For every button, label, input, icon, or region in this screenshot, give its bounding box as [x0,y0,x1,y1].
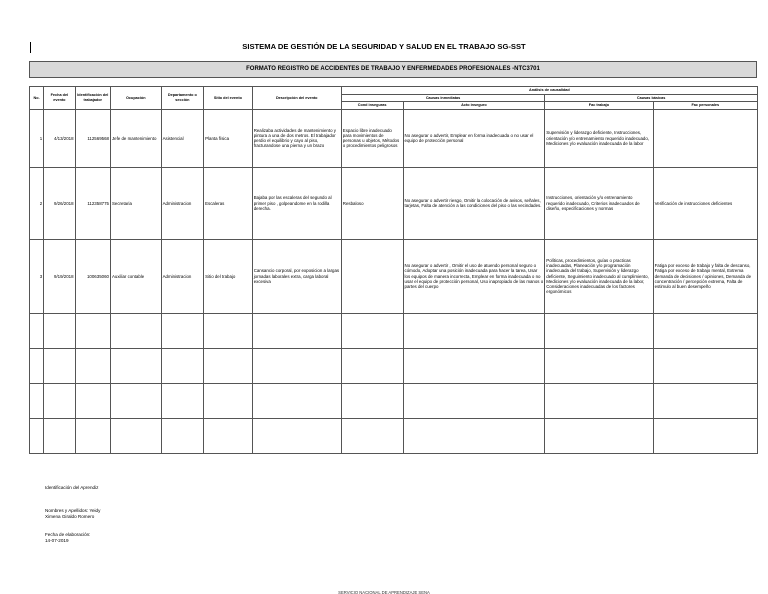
header-descripcion: Descripción del evento [252,87,341,110]
nombres-line: Nombres y Apellidos: Yeidy [45,508,101,513]
cell-no: 1 [30,109,44,167]
header-sitio: Sitio del evento [204,87,253,110]
header-ocupacion: Ocupación [110,87,161,110]
header-fecha: Fecha del evento [44,87,75,110]
header-departamento: Departamento o sección [161,87,204,110]
header-analisis: Análisis de causalidad [341,87,757,95]
cell-fecha: 9/26/2018 [44,167,75,239]
cell-ocupacion: Secretaria [110,167,161,239]
cell-departamento: Administracion [161,239,204,313]
cell-sitio: Escaleras [204,167,253,239]
header-cond-inseguras: Cond inseguras [341,102,403,110]
cell-sitio: Planta física [204,109,253,167]
header-causas-inmediatas: Causas inmediatas [341,94,544,102]
fecha-label: Fecha de elaboración: [45,532,91,537]
cell-ocupacion: Auxiliar contable [110,239,161,313]
table-row [30,109,758,167]
cell-fac-personales [653,109,757,167]
empty-table-row [30,313,758,348]
cell-acto-inseguro: No asegurar o advertir, Emplear en forma inadecuada o no usar el equipo de protección personal [403,109,545,167]
cell-id: 112569568 [75,109,110,167]
cell-fac-trabajo: Instrucciones, orientación y/o entrenamiento requerido inadecuado, Criterios inadecuados de diseño, especificaciones y normas [545,167,653,239]
cell-fac-personales: Fatiga por exceso de trabajo y falta de descanso, Fatiga por exceso de trabajo mental, Extrema demanda de decisiones / opiniones, Demanda de concentración / percepción extrema, Falta de estimulo al buen desempeño [653,239,757,313]
cell-id: 100635060 [75,239,110,313]
cell-no: 2 [30,167,44,239]
header-causas-basicas: Causas básicas [545,94,758,102]
cell-no: 3 [30,239,44,313]
header-fac-trabajo: Fac trabajo [545,102,653,110]
fecha-block [45,532,90,544]
aprendiz-label: Identificación del Aprendiz [45,485,99,490]
cell-cond-inseguras: Resbaloso [341,167,403,239]
empty-table-row [30,348,758,383]
header-no: No. [30,87,44,110]
fecha-value: 14-07-2019 [45,537,69,543]
nombres-block [45,508,100,520]
cell-id: 112358775 [75,167,110,239]
cell-fac-personales: Verificación de instrucciones deficientes [653,167,757,239]
header-fac-personales: Fac personales [653,102,757,110]
cell-descripcion: Cansancio corporal, por exposicion a largas jornadas laborales extra, carga laboral excesiva [252,239,341,313]
cell-cond-inseguras: Espacio libre inadecuado para movimientos de personas u objetos, Métodos o procedimientos peligrosos [341,109,403,167]
empty-table-row [30,418,758,453]
header-acto-inseguro: Acto inseguro [403,102,545,110]
cell-fac-trabajo: Supervisión y liderazgo deficiente, Instrucciones, orientación y/o entrenamiento requerido inadecuado, Mediciones y/o evaluación inadecuada de la labor [545,109,653,167]
page-title: SISTEMA DE GESTIÓN DE LA SEGURIDAD Y SALUD EN EL TRABAJO SG-SST [242,42,526,51]
header-identificacion: Identificación del trabajador [75,87,110,110]
nombres-line-2: Ximena Giraldo Romero [45,513,95,519]
cell-descripcion: Bajaba por las escaleras del segundo al primer piso , golpeandome en la rodilla derecha. [252,167,341,239]
table-row [30,239,758,313]
cell-cond-inseguras [341,239,403,313]
cell-fecha: 4/13/2018 [44,109,75,167]
cell-departamento: Asistencial [161,109,204,167]
table-row [30,167,758,239]
cell-descripcion: Realizaba actividades de mantenimiento y pintura a una de dos metros. El trabajador perdio el equilibrio y cayo al piso, fracturandose una pierna y un brazo [252,109,341,167]
empty-table-row [30,383,758,418]
cell-departamento: Administracion [161,167,204,239]
cell-acto-inseguro: No asegurar o advertir riesgo, Omitir la colocación de avisos, señales, tarjetas, Falta de atención a las condiciones del piso o las vecindades. [403,167,545,239]
accident-register-table [29,86,758,454]
format-title-bar: FORMATO REGISTRO DE ACCIDENTES DE TRABAJO Y ENFERMEDADES PROFESIONALES -NTC3701 [29,61,757,78]
cell-fecha: 9/19/2018 [44,239,75,313]
cell-ocupacion: Jefe de mantenimiento [110,109,161,167]
cell-sitio: Sitio del trabajo [204,239,253,313]
bottom-footer-text: SERVICIO NACIONAL DE APRENDIZAJE SENA [338,590,430,594]
cell-fac-trabajo: Políticas, procedimientos, guías o practicas inadecuadas, Planeación y/o programación inadecuada del trabajo, Supervisión y liderazgo deficiente, Seguimiento inadecuado al cumplimiento, Mediciones y/o evaluación inadecuada de la labor, Consideraciones inadecuadas de los factores ergonómicos [545,239,653,313]
cell-acto-inseguro: No asegurar o advertir , Omitir el uso de atuendo personal seguro o cómodo, Adoptar una posición inadecuada para hacer la tarea, Usar los equipos de manera incorrecta, Emplear en forma inadecuada o no usar el equipo de protección personal, Uso inapropiado de las manos o partes del cuerpo [403,239,545,313]
